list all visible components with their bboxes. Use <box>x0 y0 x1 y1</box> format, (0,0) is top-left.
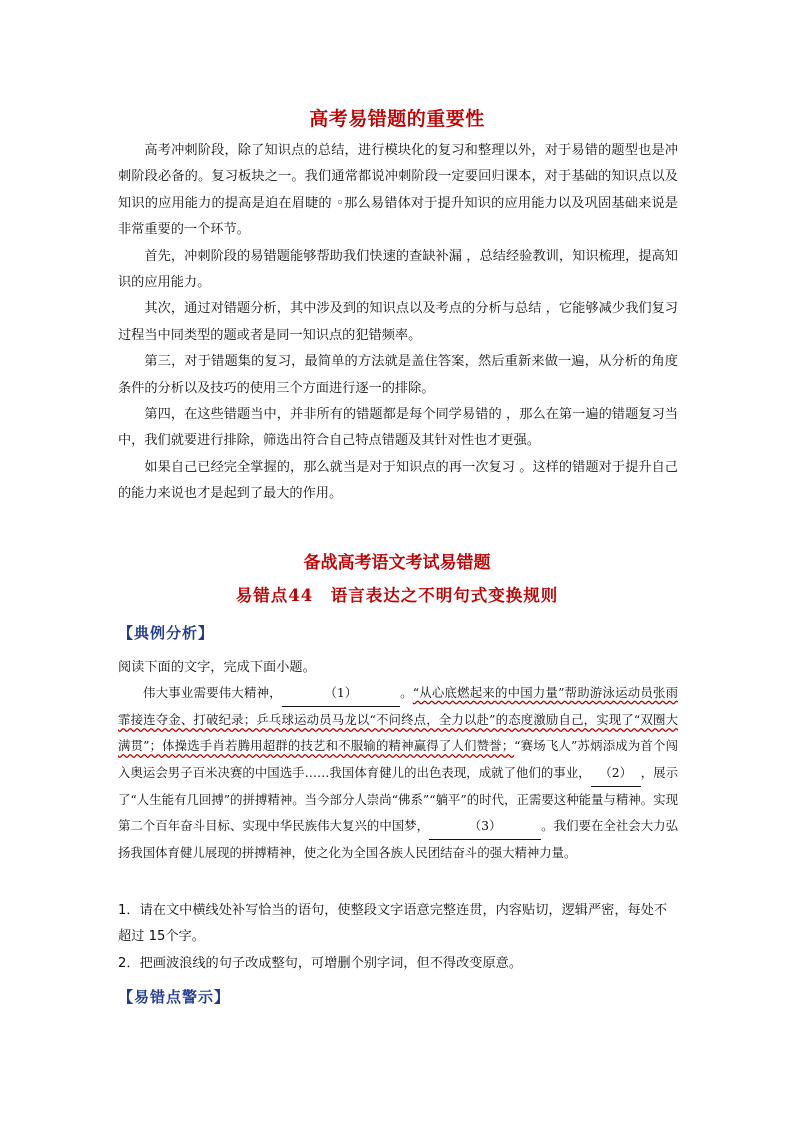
intro-paragraph: 高考冲刺阶段，除了知识点的总结，进行模块化的复习和整理以外，对于易错的题型也是冲刺阶段必备的。复习板块之一。我们通常都说冲刺阶段一定要回归课本，对于基础的知识点以及知识的应用能力的提高是迫在眉睫的 ◦那么易错体对于提升知识的应用能力以及巩固基础来说是非常重要的一个环节。 <box>118 143 678 238</box>
answer-blank-2: （2） <box>591 760 641 787</box>
exercise-passage <box>118 680 678 866</box>
question-item: 1．请在文中横线处补写恰当的语句，使整段文字语意完整连贯，内容贴切，逻辑严密，每处不超过 15个字。 <box>118 903 668 945</box>
passage-text: 伟大事业需要伟大精神， <box>142 685 282 700</box>
importance-body <box>118 138 678 508</box>
intro-paragraph: 首先，冲刺阶段的易错题能够帮助我们快速的查缺补漏 ，总结经验教训，知识梳理，提高知识的应用能力。 <box>118 248 678 291</box>
passage-text: 。 <box>399 685 413 700</box>
question-item: 2．把画波浪线的句子改成整句，可增删个别字词，但不得改变原意。 <box>118 955 523 971</box>
answer-blank-1: （1） <box>282 680 400 707</box>
section-title: 备战高考语文考试易错题 <box>303 553 491 573</box>
question-list <box>118 898 678 977</box>
answer-blank-3: （3） <box>429 813 541 840</box>
exercise-instruction: 阅读下面的文字，完成下面小题。 <box>118 660 316 675</box>
wavy-underlined-sentence: “从心底燃起来的中国力量”帮助游泳运动员张雨霏接连夺金、打破纪录；乒乓球运动员马龙以“不问终点，全力以赴”的态度激励自己，实现了“双圈大满贯”；体操选手肖若腾用超群的技艺和不服输的精神赢得了人们赞誉； <box>118 685 679 754</box>
intro-paragraph: 如果自己已经完全掌握的，那么就当是对于知识点的再一次复习 。这样的错题对于提升自己的能力来说也才是起到了最大的作用。 <box>118 459 678 502</box>
section-subtitle: 易错点44 语言表达之不明句式变换规则 <box>235 586 559 605</box>
passage-text: 。我们要在全社会大力弘扬我国体育健儿展现的拼搏精神，使之化为全国各族人民团结奋斗的强大精神力量。 <box>118 818 679 861</box>
error-warning-label: 【易错点警示】 <box>118 988 231 1006</box>
passage-text: “赛场飞人”苏炳添成为首个闯入奥运会男子百米决赛的中国选手……我国体育健儿的出色表现，成就了他们的事业， <box>118 738 678 780</box>
example-analysis-label: 【典例分析】 <box>118 624 215 642</box>
intro-paragraph: 第三，对于错题集的复习，最简单的方法就是盖住答案，然后重新来做一遍，从分析的角度条件的分析以及技巧的使用三个方面进行逐一的排除。 <box>118 354 678 396</box>
importance-title: 高考易错题的重要性 <box>309 108 485 130</box>
intro-paragraph: 第四，在这些错题当中，并非所有的错题都是每个同学易错的 ，那么在第一遍的错题复习当中，我们就要进行排除，筛选出符合自己特点错题及其针对性也才更强。 <box>118 407 678 449</box>
intro-paragraph: 其次，通过对错题分析，其中涉及到的知识点以及考点的分析与总结 ，它能够减少我们复习过程当中同类型的题或者是同一知识点的犯错频率。 <box>118 301 678 343</box>
passage-text: ，展示了“人生能有几回搏”的拼搏精神。当今部分人崇尚“佛系”“躺平”的时代，正需要这种能量与精神。实现第二个百年奋斗目标、实现中华民族伟大复兴的中国梦， <box>118 764 679 834</box>
